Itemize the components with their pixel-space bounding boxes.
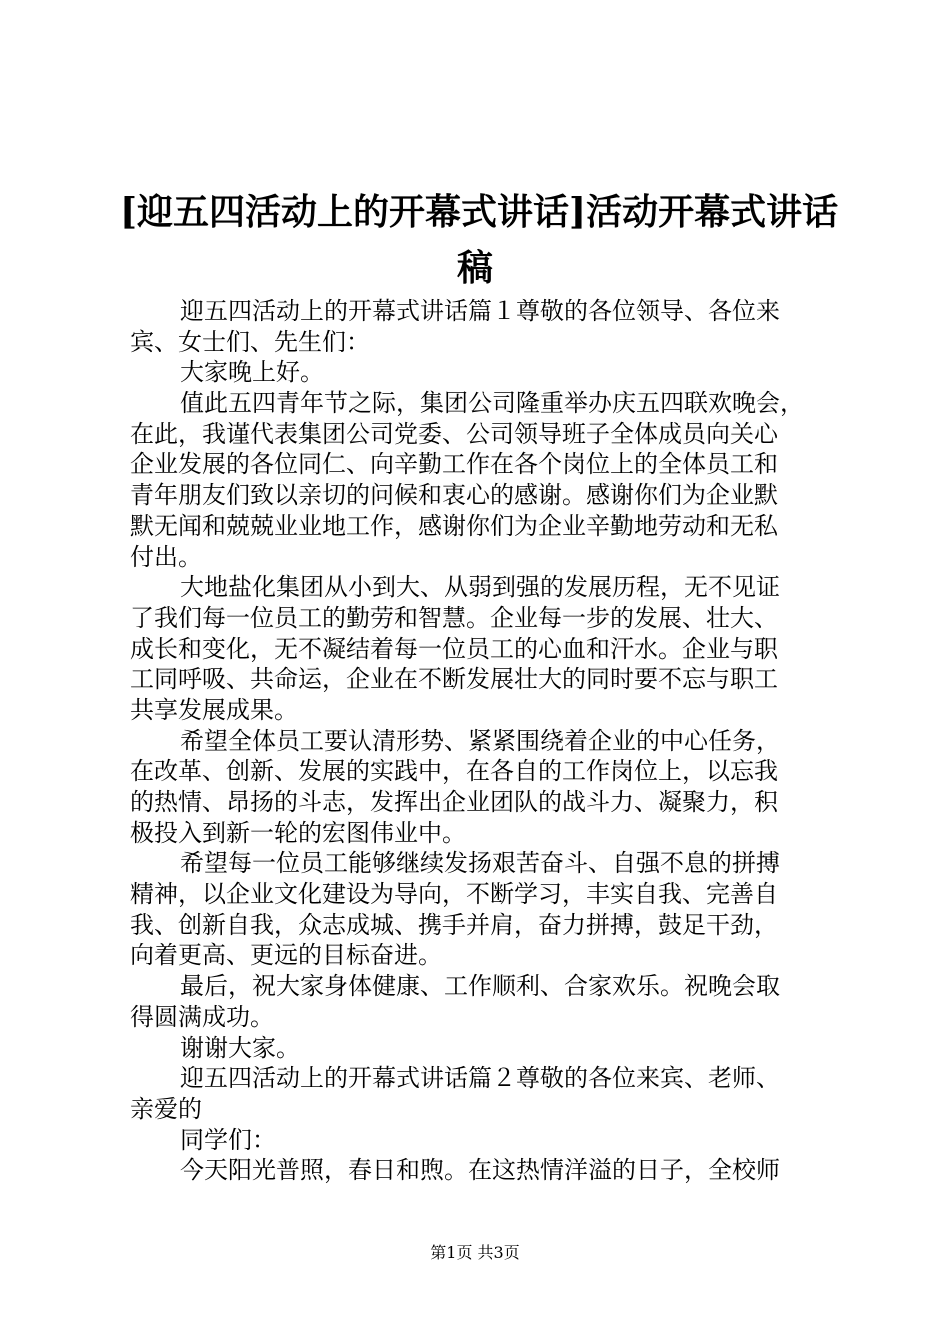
paragraph-line: 默无闻和兢兢业业地工作，感谢你们为企业辛勤地劳动和无私 (130, 511, 778, 540)
paragraph-line: 大地盐化集团从小到大、从弱到强的发展历程，无不见证 (180, 573, 780, 602)
paragraph-line: 希望全体员工要认清形势、紧紧围绕着企业的中心任务， (180, 726, 780, 755)
document-body (130, 296, 830, 1186)
paragraph-line: 付出。 (130, 542, 202, 571)
paragraph-line: 大家晚上好。 (180, 358, 324, 387)
paragraph-line: 向着更高、更远的目标奋进。 (130, 941, 442, 970)
paragraph-line: 迎五四活动上的开幕式讲话篇１尊敬的各位领导、各位来 (180, 297, 780, 325)
paragraph-line: 企业发展的各位同仁、向辛勤工作在各个岗位上的全体员工和 (130, 450, 778, 479)
paragraph-line: 在此，我谨代表集团公司党委、公司领导班子全体成员向关心 (130, 419, 778, 448)
document-title-line-2: 稿 (456, 247, 493, 289)
paragraph-line: 的热情、昂扬的斗志，发挥出企业团队的战斗力、凝聚力，积 (130, 788, 778, 816)
paragraph-line: 得圆满成功。 (130, 1002, 274, 1031)
paragraph-line: 希望每一位员工能够继续发扬艰苦奋斗、自强不息的拼搏 (180, 849, 780, 878)
paragraph-line: 青年朋友们致以亲切的问候和衷心的感谢。感谢你们为企业默 (130, 481, 778, 510)
paragraph-line: 今天阳光普照，春日和煦。在这热情洋溢的日子，全校师 (180, 1156, 780, 1185)
paragraph-line: 亲爱的 (130, 1094, 202, 1123)
paragraph-line: 了我们每一位员工的勤劳和智慧。企业每一步的发展、壮大、 (130, 603, 778, 632)
paragraph-line: 最后，祝大家身体健康、工作顺利、合家欢乐。祝晚会取 (180, 972, 780, 1001)
paragraph-line: 宾、女士们、先生们： (130, 327, 370, 356)
paragraph-line: 共享发展成果。 (130, 695, 298, 724)
paragraph-line: 迎五四活动上的开幕式讲话篇２尊敬的各位来宾、老师、 (180, 1064, 780, 1093)
page-footer: 第1页 共3页 (430, 1243, 520, 1262)
document-title-line-1: [迎五四活动上的开幕式讲话]活动开幕式讲话 (120, 191, 839, 233)
paragraph-line: 极投入到新一轮的宏图伟业中。 (130, 818, 466, 847)
paragraph-line: 同学们： (180, 1125, 276, 1154)
paragraph-line: 成长和变化，无不凝结着每一位员工的心血和汗水。企业与职 (130, 634, 778, 663)
paragraph-line: 工同呼吸、共命运，企业在不断发展壮大的同时要不忘与职工 (130, 665, 778, 694)
paragraph-line: 精神，以企业文化建设为导向，不断学习，丰实自我、完善自 (130, 880, 778, 909)
paragraph-line: 谢谢大家。 (180, 1033, 300, 1062)
paragraph-line: 在改革、创新、发展的实践中，在各自的工作岗位上，以忘我 (130, 757, 778, 786)
paragraph-line: 我、创新自我，众志成城、携手并肩，奋力拼搏，鼓足干劲， (130, 910, 778, 939)
paragraph-line: 值此五四青年节之际，集团公司隆重举办庆五四联欢晚会， (180, 389, 804, 418)
